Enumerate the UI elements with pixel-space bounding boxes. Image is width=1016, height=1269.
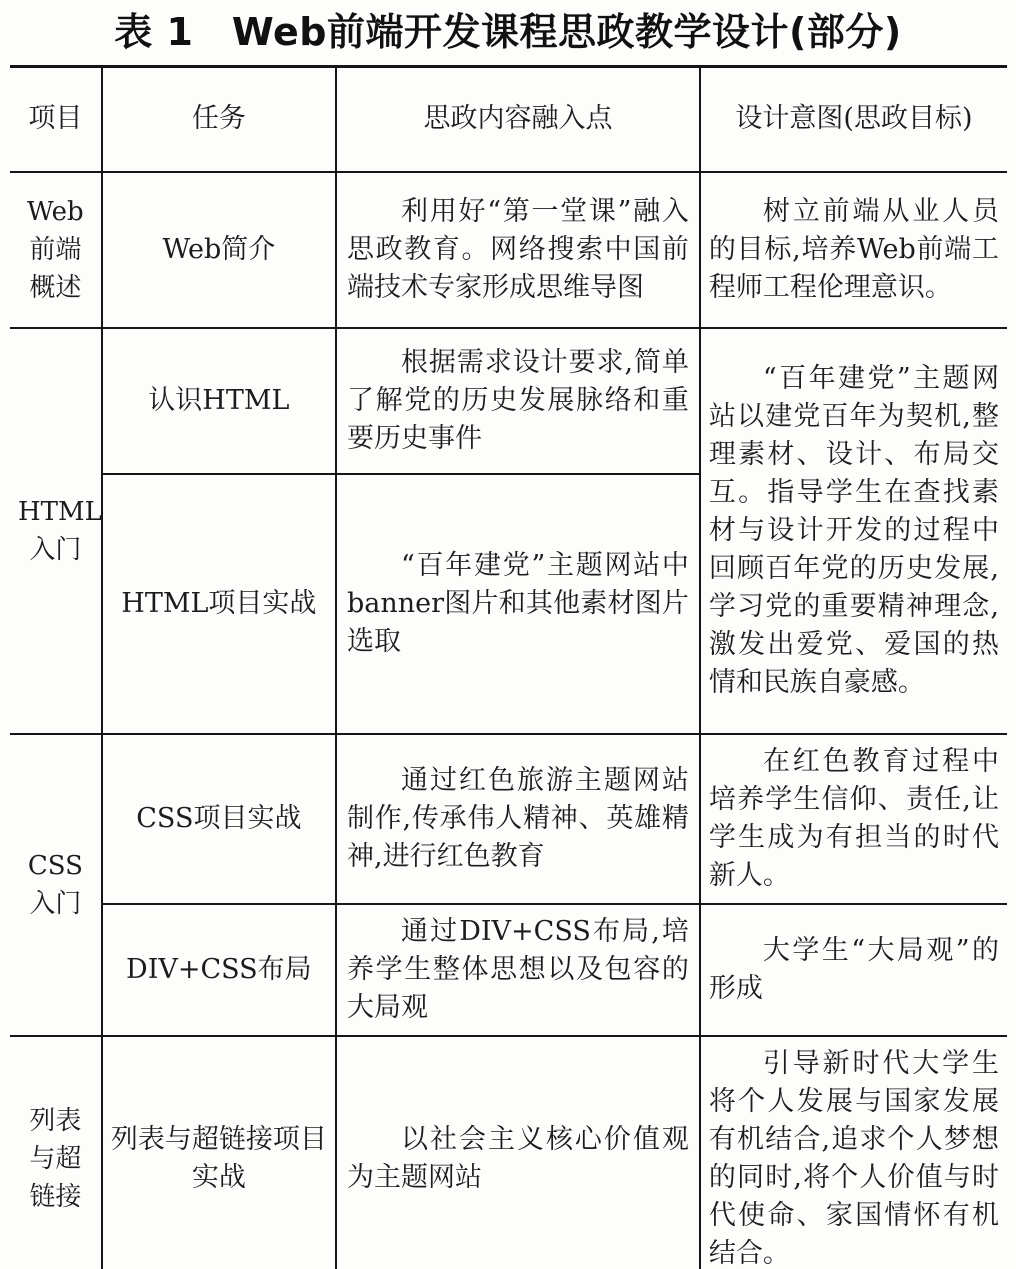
cell-goal-list-link: 引导新时代大学生将个人发展与国家发展有机结合,追求个人梦想的同时,将个人价值与时代使命、家国情怀有机结合。 — [700, 1036, 1007, 1269]
cell-project-css-intro: CSS入门 — [10, 734, 102, 1036]
cell-goal-div-css: 大学生“大局观”的形成 — [700, 904, 1007, 1036]
cell-content-div-css: 通过DIV+CSS布局,培养学生整体思想以及包容的大局观 — [336, 904, 700, 1036]
row-html-basics — [10, 328, 1007, 474]
cell-task-list-link: 列表与超链接项目实战 — [102, 1036, 336, 1269]
row-div-css-layout — [10, 904, 1007, 1036]
cell-project-html-intro: HTML入门 — [10, 328, 102, 734]
header-row — [10, 67, 1007, 172]
cell-content-web-intro: 利用好“第一堂课”融入思政教育。网络搜索中国前端技术专家形成思维导图 — [336, 172, 700, 328]
header-content: 思政内容融入点 — [336, 67, 700, 172]
header-task: 任务 — [102, 67, 336, 172]
cell-task-div-css: DIV+CSS布局 — [102, 904, 336, 1036]
row-css-project — [10, 734, 1007, 904]
cell-content-know-html: 根据需求设计要求,简单了解党的历史发展脉络和重要历史事件 — [336, 328, 700, 474]
row-web-intro — [10, 172, 1007, 328]
header-goal: 设计意图(思政目标) — [700, 67, 1007, 172]
course-design-table — [10, 65, 1007, 1269]
cell-project-web-overview: Web前端概述 — [10, 172, 102, 328]
header-project: 项目 — [10, 67, 102, 172]
cell-task-html-project: HTML项目实战 — [102, 474, 336, 734]
cell-project-list-link: 列表与超链接 — [10, 1036, 102, 1269]
row-list-hyperlink — [10, 1036, 1007, 1269]
cell-task-web-intro: Web简介 — [102, 172, 336, 328]
cell-content-html-project: “百年建党”主题网站中banner图片和其他素材图片选取 — [336, 474, 700, 734]
table-title: 表 1 Web前端开发课程思政教学设计(部分) — [114, 10, 902, 54]
cell-goal-html-intro: “百年建党”主题网站以建党百年为契机,整理素材、设计、布局交互。指导学生在查找素材与设计开发的过程中回顾百年党的历史发展,学习党的重要精神理念,激发出爱党、爱国的热情和民族自豪感。 — [700, 328, 1007, 734]
cell-goal-web-intro: 树立前端从业人员的目标,培养Web前端工程师工程伦理意识。 — [700, 172, 1007, 328]
cell-content-list-link: 以社会主义核心价值观为主题网站 — [336, 1036, 700, 1269]
cell-content-css-project: 通过红色旅游主题网站制作,传承伟人精神、英雄精神,进行红色教育 — [336, 734, 700, 904]
cell-task-css-project: CSS项目实战 — [102, 734, 336, 904]
cell-goal-css-project: 在红色教育过程中培养学生信仰、责任,让学生成为有担当的时代新人。 — [700, 734, 1007, 904]
cell-task-know-html: 认识HTML — [102, 328, 336, 474]
